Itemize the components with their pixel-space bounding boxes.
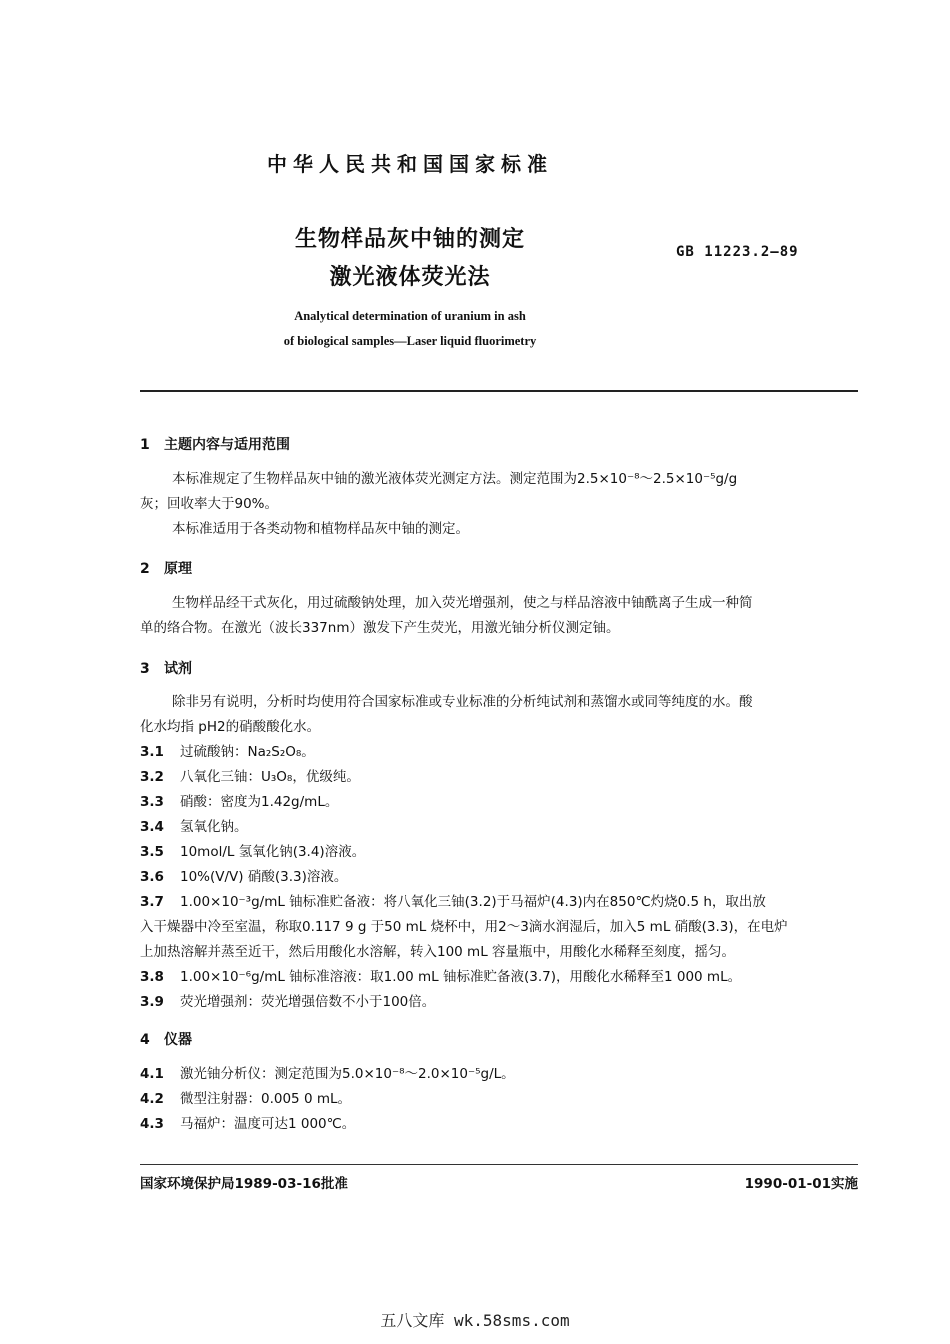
item-number: 4.3: [140, 1116, 164, 1132]
list-item: [140, 815, 860, 840]
reagent-list: [140, 740, 860, 1015]
section-number: 1: [140, 437, 150, 453]
list-item: [140, 1112, 860, 1137]
item-number: 3.4: [140, 819, 164, 835]
section-1-paragraph-2: [140, 517, 860, 542]
item-text: 过硫酸钠：Na₂S₂O₈。: [180, 744, 315, 760]
document-title-line1: 生物样品灰中铀的测定: [294, 227, 525, 252]
standard-code: GB 11223.2—89: [676, 244, 799, 260]
item-number: 3.8: [140, 969, 164, 985]
item-number: 3.3: [140, 794, 164, 810]
list-item: [140, 740, 860, 765]
item-text: 1.00×10⁻⁶g/mL 铀标准溶液：取1.00 mL 铀标准贮备液(3.7)，用酸化水稀释至1 000 mL。: [180, 969, 742, 985]
item-number: 3.7: [140, 894, 164, 910]
paragraph-line: 化水均指 pH2的硝酸酸化水。: [140, 719, 321, 735]
list-item: [140, 790, 860, 815]
section-number: 4: [140, 1032, 150, 1048]
approval-date: 国家环境保护局1989-03-16批准: [140, 1176, 348, 1192]
item-text: 马福炉：温度可达1 000℃。: [180, 1116, 356, 1132]
section-title: 原理: [164, 561, 192, 577]
section-number: 3: [140, 661, 150, 677]
issuing-authority: 中华人民共和国国家标准: [267, 152, 553, 176]
list-item-3-7: [140, 890, 860, 965]
item-text: 10%(V/V) 硝酸(3.3)溶液。: [180, 869, 348, 885]
item-text: 八氧化三铀：U₃O₈，优级纯。: [180, 769, 360, 785]
item-text: 荧光增强剂：荧光增强倍数不小于100倍。: [180, 994, 436, 1010]
section-2-heading: [140, 558, 192, 578]
item-number: 4.1: [140, 1066, 164, 1082]
list-item: [140, 965, 860, 990]
paragraph-line: 本标准适用于各类动物和植物样品灰中铀的测定。: [172, 521, 469, 537]
section-title: 主题内容与适用范围: [164, 437, 290, 453]
site-watermark: 五八文库 wk.58sms.com: [380, 1311, 570, 1330]
english-title-line1: Analytical determination of uranium in ash: [294, 309, 526, 323]
item-text: 硝酸：密度为1.42g/mL。: [180, 794, 339, 810]
item-number: 3.2: [140, 769, 164, 785]
list-item: [140, 1087, 860, 1112]
item-text: 上加热溶解并蒸至近干，然后用酸化水溶解，转入100 mL 容量瓶中，用酸化水稀释至刻度，摇匀。: [140, 944, 736, 960]
list-item: [140, 990, 860, 1015]
item-number: 4.2: [140, 1091, 164, 1107]
paragraph-line: 本标准规定了生物样品灰中铀的激光液体荧光测定方法。测定范围为2.5×10⁻⁸～2.5×10⁻⁵g/g: [172, 471, 738, 487]
item-text: 10mol/L 氢氧化钠(3.4)溶液。: [180, 844, 366, 860]
section-number: 2: [140, 561, 150, 577]
paragraph-line: 单的络合物。在激光（波长337nm）激发下产生荧光，用激光铀分析仪测定铀。: [140, 620, 620, 636]
effective-date: 1990-01-01实施: [744, 1176, 858, 1192]
document-title-line2: 激光液体荧光法: [329, 265, 491, 290]
paragraph-line: 灰；回收率大于90%。: [140, 496, 279, 512]
english-title-line2: of biological samples—Laser liquid fluorimetry: [283, 334, 537, 348]
item-number: 3.9: [140, 994, 164, 1010]
list-item: [140, 1062, 860, 1087]
list-item: [140, 765, 860, 790]
paragraph-line: 除非另有说明，分析时均使用符合国家标准或专业标准的分析纯试剂和蒸馏水或同等纯度的水。酸: [172, 694, 753, 710]
item-text: 入干燥器中冷至室温，称取0.117 9 g 于50 mL 烧杯中，用2～3滴水润湿后，加入5 mL 硝酸(3.3)，在电炉: [140, 919, 788, 935]
footer-divider: [140, 1164, 858, 1165]
list-item: [140, 865, 860, 890]
item-text: 微型注射器：0.005 0 mL。: [180, 1091, 351, 1107]
item-number: 3.5: [140, 844, 164, 860]
section-4-heading: [140, 1029, 192, 1049]
item-text: 激光铀分析仪：测定范围为5.0×10⁻⁸～2.0×10⁻⁵g/L。: [180, 1066, 515, 1082]
item-number: 3.1: [140, 744, 164, 760]
paragraph-line: 生物样品经干式灰化，用过硫酸钠处理，加入荧光增强剂，使之与样品溶液中铀酰离子生成一种简: [172, 595, 753, 611]
list-item: [140, 840, 860, 865]
section-1-heading: [140, 434, 290, 454]
section-3-heading: [140, 658, 192, 678]
section-title: 仪器: [164, 1032, 192, 1048]
item-number: 3.6: [140, 869, 164, 885]
section-3-paragraph: [140, 690, 860, 740]
section-1-paragraph-1: [140, 467, 860, 517]
item-text: 1.00×10⁻³g/mL 铀标准贮备液：将八氧化三铀(3.2)于马福炉(4.3)内在850℃灼烧0.5 h，取出放: [180, 894, 766, 910]
section-title: 试剂: [164, 661, 192, 677]
item-text: 氢氧化钠。: [180, 819, 248, 835]
section-2-paragraph: [140, 591, 860, 641]
instrument-list: [140, 1062, 860, 1137]
header-divider: [140, 390, 858, 392]
